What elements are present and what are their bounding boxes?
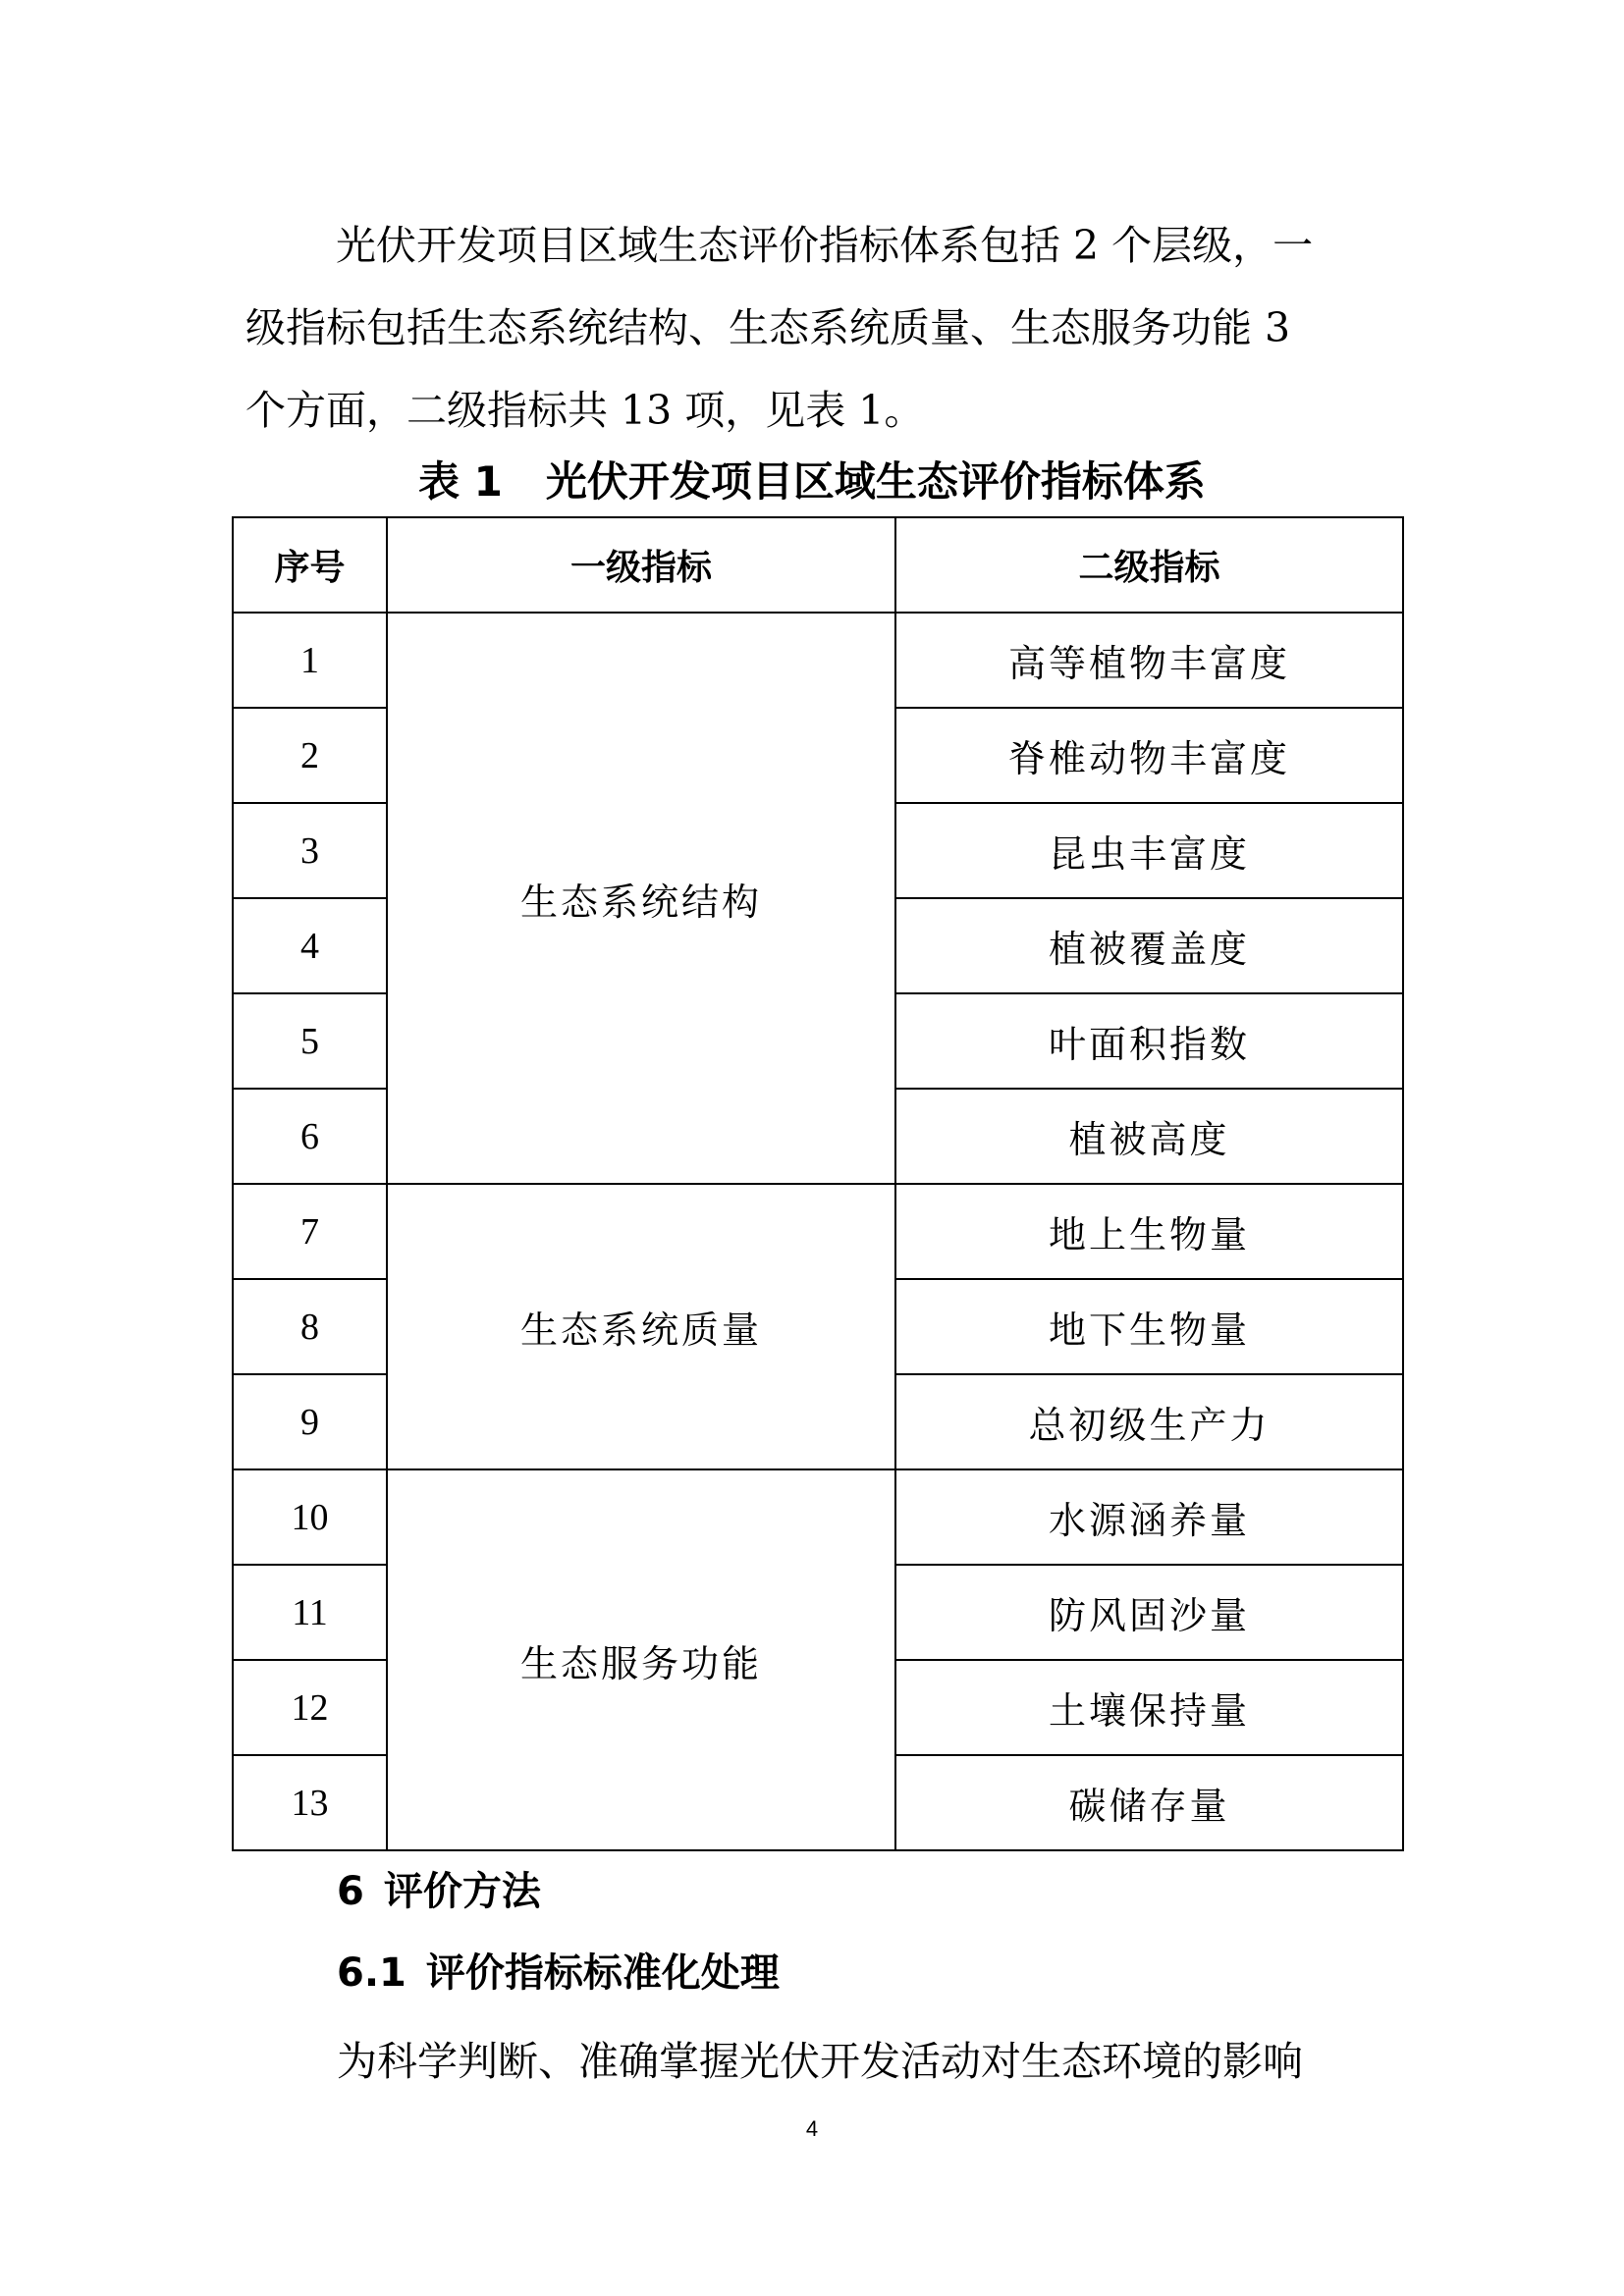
- table-caption: [0, 453, 1624, 511]
- section-6-number: 6: [337, 1869, 364, 1914]
- intro-line: 光伏开发项目区域生态评价指标体系包括 2 个层级，一: [336, 222, 1314, 269]
- section-6-1-heading: [337, 1944, 780, 2002]
- section-6-1-number: 6.1: [337, 1950, 406, 1996]
- row-seq: 8: [233, 1279, 387, 1374]
- header-seq: 序号: [233, 517, 387, 613]
- section-6-title: 评价方法: [383, 1869, 541, 1914]
- level1-cell: 生态系统结构: [387, 613, 895, 1184]
- row-seq: 1: [233, 613, 387, 708]
- table-caption-number: 表 1: [418, 457, 503, 506]
- level2-cell: 土壤保持量: [895, 1660, 1403, 1755]
- level1-cell: 生态服务功能: [387, 1469, 895, 1850]
- page-number: 4: [805, 2116, 819, 2141]
- level2-cell: 地上生物量: [895, 1184, 1403, 1279]
- level2-cell: 昆虫丰富度: [895, 803, 1403, 898]
- row-seq: 13: [233, 1755, 387, 1850]
- level2-cell: 地下生物量: [895, 1279, 1403, 1374]
- row-seq: 6: [233, 1089, 387, 1184]
- indicator-table: [232, 516, 1404, 1851]
- level2-cell: 碳储存量: [895, 1755, 1403, 1850]
- header-level1: 一级指标: [387, 517, 895, 613]
- table-row: [233, 1469, 1403, 1565]
- level2-cell: 植被覆盖度: [895, 898, 1403, 993]
- level2-cell: 防风固沙量: [895, 1565, 1403, 1660]
- header-level2: 二级指标: [895, 517, 1403, 613]
- level2-cell: 高等植物丰富度: [895, 613, 1403, 708]
- intro-line: 个方面，二级指标共 13 项，见表 1。: [245, 387, 925, 434]
- row-seq: 9: [233, 1374, 387, 1469]
- row-seq: 11: [233, 1565, 387, 1660]
- section-6-heading: [337, 1862, 541, 1921]
- row-seq: 12: [233, 1660, 387, 1755]
- body-paragraph: 为科学判断、准确掌握光伏开发活动对生态环境的影响: [337, 2038, 1303, 2085]
- row-seq: 7: [233, 1184, 387, 1279]
- table-header-row: [233, 517, 1403, 613]
- row-seq: 10: [233, 1469, 387, 1565]
- section-6-1-title: 评价指标标准化处理: [425, 1950, 780, 1996]
- level2-cell: 水源涵养量: [895, 1469, 1403, 1565]
- intro-paragraph: [245, 204, 1382, 452]
- row-seq: 2: [233, 708, 387, 803]
- row-seq: 4: [233, 898, 387, 993]
- level2-cell: 总初级生产力: [895, 1374, 1403, 1469]
- level1-cell: 生态系统质量: [387, 1184, 895, 1469]
- level2-cell: 植被高度: [895, 1089, 1403, 1184]
- intro-line: 级指标包括生态系统结构、生态系统质量、生态服务功能 3: [245, 304, 1291, 351]
- row-seq: 3: [233, 803, 387, 898]
- table-row: [233, 613, 1403, 708]
- table-row: [233, 1184, 1403, 1279]
- level2-cell: 叶面积指数: [895, 993, 1403, 1089]
- table-caption-title: 光伏开发项目区域生态评价指标体系: [545, 457, 1206, 506]
- level2-cell: 脊椎动物丰富度: [895, 708, 1403, 803]
- row-seq: 5: [233, 993, 387, 1089]
